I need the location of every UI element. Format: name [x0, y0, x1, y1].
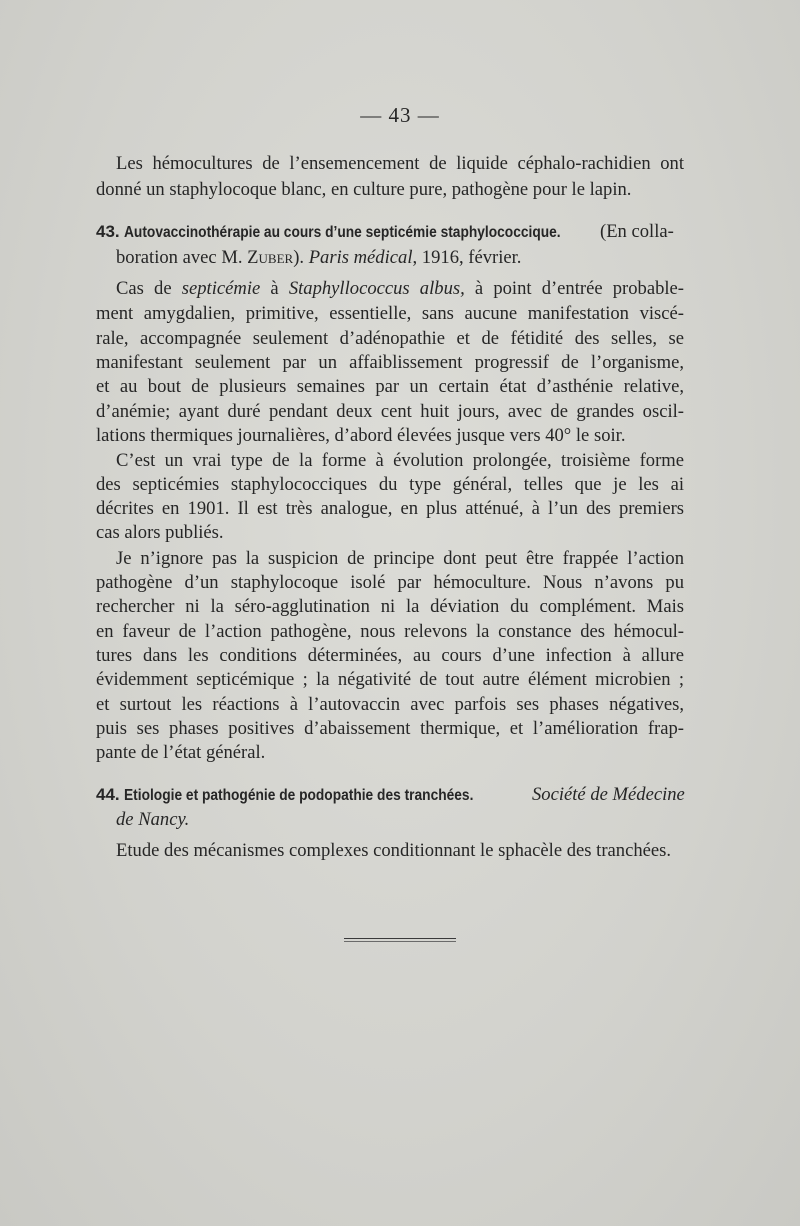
entry-44-journal: Société de Médecine: [532, 784, 685, 805]
p1-line-3: rale, accompagnée seulement d’adénopathie et de fétidité des selles, se: [96, 328, 684, 349]
intro-line-1: Les hémocultures de l’ensemencement de liquide céphalo-rachidien ont: [116, 153, 684, 174]
p3-line-4: en faveur de l’action pathogène, nous relevons la constance des hémocul-: [96, 621, 684, 642]
p3-line-3: rechercher ni la séro-agglutination ni la déviation du complément. Mais: [96, 596, 684, 617]
p1-text: Cas de: [116, 278, 182, 299]
intro-line-2: donné un staphylocoque blanc, en culture pure, pathogène pour le lapin.: [96, 179, 632, 200]
p2-line-2: des septicémies staphylococciques du type général, telles que je les ai: [96, 474, 684, 495]
entry-44-number: 44.: [96, 785, 120, 804]
closing-rule-inner: [344, 941, 456, 942]
entry-44-heading: [96, 782, 696, 808]
p1-line-1: [116, 276, 684, 302]
citation-author: Zuber: [247, 247, 294, 268]
entry-43-heading: [96, 219, 696, 245]
p1-line-4: manifestant seulement par un affaiblissement progressif de l’organisme,: [96, 352, 684, 373]
citation-text: ).: [293, 247, 309, 268]
citation-date: , 1916, février.: [412, 247, 522, 268]
page-number: — 43 —: [360, 103, 440, 127]
p3-line-6: évidemment septicémique ; la négativité de tout autre élément microbien ;: [96, 669, 684, 690]
closing-rule: [344, 938, 456, 939]
entry-43-title: Autovaccinothérapie au cours d’une septicémie staphylococcique.: [124, 224, 561, 241]
citation-text: boration avec M.: [116, 247, 248, 268]
citation-journal: Paris médical: [308, 247, 413, 268]
p2-line-3: décrites en 1901. Il est très analogue, en plus atténué, à l’un des premiers: [96, 498, 684, 519]
p1-italic-species: Staphyllococcus albus,: [288, 278, 465, 299]
entry-44-title: Etiologie et pathogénie de podopathie des tranchées.: [124, 787, 474, 804]
p2-line-4: cas alors publiés.: [96, 522, 224, 543]
p3-line-8: puis ses phases positives d’abaissement thermique, et l’amélioration frap-: [96, 718, 684, 739]
entry-43-number: 43.: [96, 222, 120, 241]
p2-line-1: C’est un vrai type de la forme à évolution prolongée, troisième forme: [116, 450, 684, 471]
p3-line-7: et surtout les réactions à l’autovaccin avec parfois ses phases négatives,: [96, 694, 684, 715]
entry-44-journal-cont: de Nancy.: [116, 809, 190, 830]
p1-line-5: et au bout de plusieurs semaines par un certain état d’asthénie relative,: [96, 376, 684, 397]
p3-line-2: pathogène d’un staphylocoque isolé par hémoculture. Nous n’avons pu: [96, 572, 684, 593]
p1-text: à: [260, 278, 289, 299]
p1-line-6: d’anémie; ayant duré pendant deux cent huit jours, avec de grandes oscil-: [96, 401, 684, 422]
p3-line-5: tures dans les conditions déterminées, au cours d’une infection à allure: [96, 645, 684, 666]
entry-44-description: Etude des mécanismes complexes conditionnant le sphacèle des tranchées.: [116, 840, 672, 861]
p1-text: à point d’entrée probable-: [464, 278, 684, 299]
p3-line-9: pante de l’état général.: [96, 742, 266, 763]
p3-line-1: Je n’ignore pas la suspicion de principe dont peut être frappée l’action: [116, 548, 684, 569]
entry-43-collab: (En colla-: [600, 221, 674, 242]
entry-44-journal-line-2: [116, 807, 684, 833]
p1-line-7: lations thermiques journalières, d’abord élevées jusque vers 40° le soir.: [96, 425, 626, 446]
p1-italic-septicemie: septicémie: [181, 278, 261, 299]
p1-line-2: ment amygdalien, primitive, essentielle, sans aucune manifestation viscé-: [96, 303, 684, 324]
entry-43-citation: [116, 245, 684, 271]
